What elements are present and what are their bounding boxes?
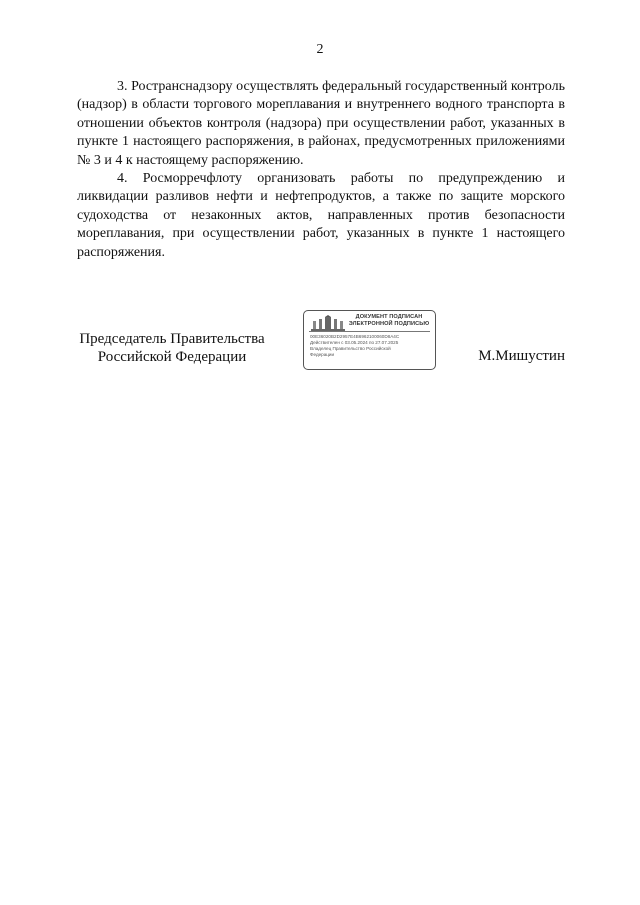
stamp-certificate: 00E36020B2D2957E4B6962100060D8A4C — [310, 334, 400, 339]
stamp-heading — [344, 314, 434, 328]
paragraph-4: 4. Росморречфлоту организовать работы по предупреждению и ликвидации разливов нефти и нефтепродуктов, а также по защите морского судоходства от незаконных актов, направленных против безопасности мореплавания, при осуществлении работ, указанных в пункте 1 настоящего распоряжения. — [77, 171, 565, 260]
electronic-signature-stamp — [303, 310, 436, 370]
stamp-heading-line2: ЭЛЕКТРОННОЙ ПОДПИСЬЮ — [348, 321, 430, 327]
signatory-name: М.Мишустин — [478, 348, 565, 364]
stamp-validity: Действителен с 03.05.2024 по 27.07.2025 — [310, 340, 399, 345]
stamp-details — [310, 334, 432, 358]
body-text — [77, 78, 565, 262]
signatory-title-line1: Председатель Правительства — [79, 331, 265, 347]
stamp-owner-line1: Владелец Правительство Российской — [310, 346, 391, 351]
signatory-title-line2: Российской Федерации — [97, 349, 247, 365]
stamp-owner-line2: Федерации — [310, 352, 335, 357]
signature-block — [0, 310, 640, 380]
stamp-divider — [309, 331, 430, 332]
stamp-heading-line1: ДОКУМЕНТ ПОДПИСАН — [355, 314, 423, 320]
paragraph-3: 3. Ространснадзору осуществлять федеральный государственный контроль (надзор) в области торгового мореплавания и внутреннего водного транспорта в отношении объектов контроля (надзора) при осуществлении работ, указанных в пункте 1 настоящего распоряжения, в районах, предусмотренных приложениями № 3 и 4 к настоящему распоряжению. — [77, 79, 565, 168]
signatory-title — [77, 330, 267, 366]
page-number: 2 — [316, 42, 324, 57]
